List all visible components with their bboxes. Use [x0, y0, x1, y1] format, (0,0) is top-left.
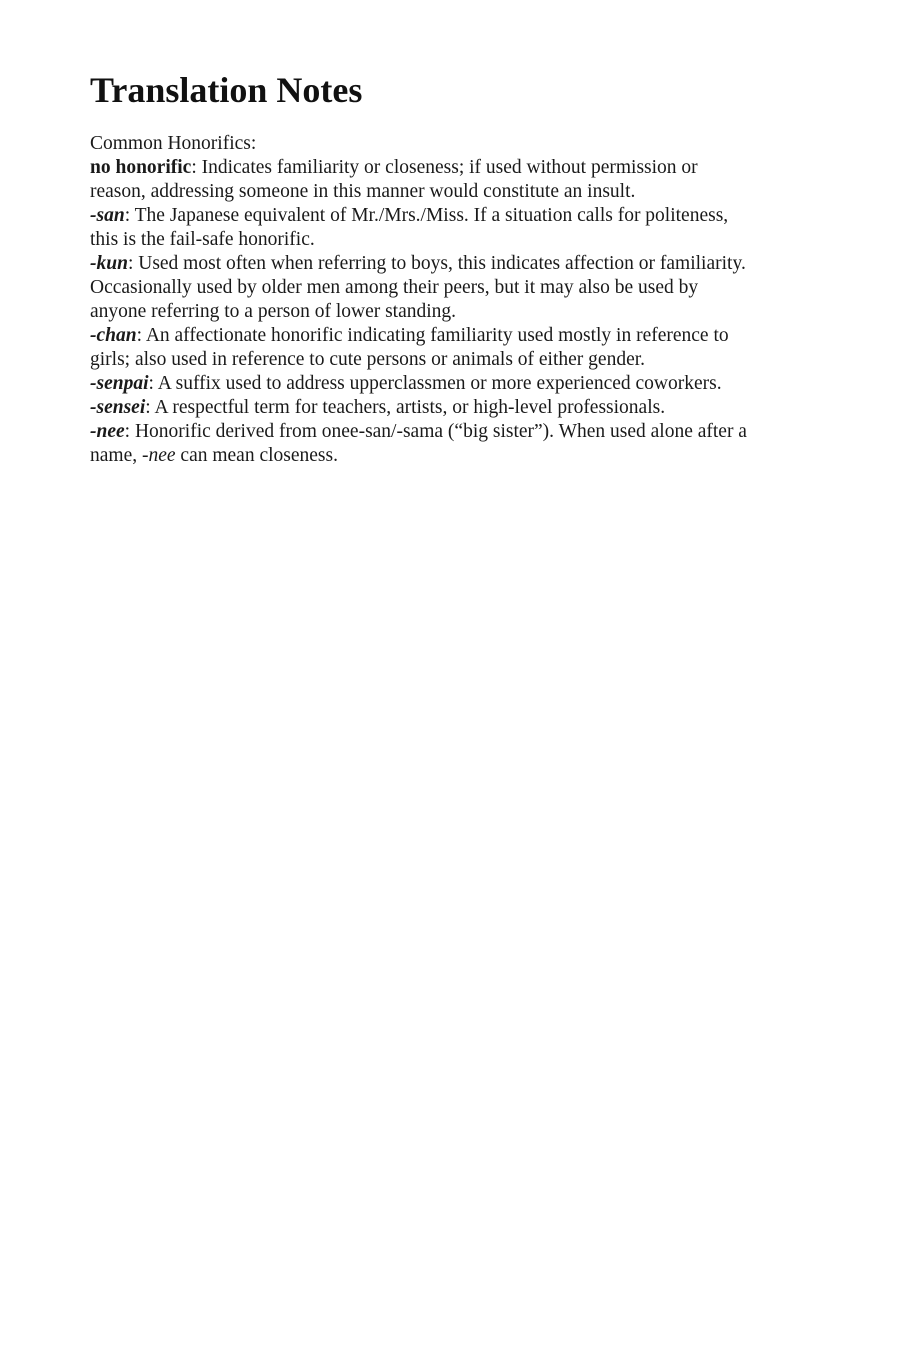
honorific-definition: Indicates familiarity or closeness; if used without permission or reason, addressing someone in this manner would constitute an insult.: [90, 157, 698, 202]
honorific-term: -senpai: [90, 373, 149, 394]
honorific-entry-none: [90, 156, 750, 204]
term-separator: :: [191, 157, 197, 178]
honorific-entry-kun: [90, 252, 750, 324]
honorific-entry-nee: [90, 420, 750, 468]
honorific-definition-end: can mean closeness.: [175, 445, 338, 466]
term-separator: :: [124, 421, 131, 442]
honorific-entry-san: [90, 204, 750, 252]
honorific-definition: An affectionate honorific indicating familiarity used mostly in reference to girls; also used in reference to cute persons or animals of either gender.: [90, 325, 729, 370]
honorific-entry-sensei: [90, 396, 750, 420]
honorific-term: -kun: [90, 253, 128, 274]
term-separator: :: [145, 397, 151, 418]
honorific-definition: A suffix used to address upperclassmen or more experienced coworkers.: [153, 373, 722, 394]
honorific-term: -sensei: [90, 397, 146, 418]
document-page: [90, 68, 750, 468]
honorific-term: no honorific: [90, 157, 192, 178]
honorific-term: -chan: [90, 325, 137, 346]
honorific-definition: The Japanese equivalent of Mr./Mrs./Miss. If a situation calls for politeness, this is the fail-safe honorific.: [90, 205, 729, 250]
section-heading: Common Honorifics:: [90, 133, 257, 154]
term-separator: :: [136, 325, 143, 346]
honorific-inline-term: -nee: [141, 445, 176, 466]
term-separator: :: [127, 253, 134, 274]
honorific-definition: A respectful term for teachers, artists, or high-level professionals.: [150, 397, 666, 418]
term-separator: :: [148, 373, 154, 394]
honorific-entry-senpai: [90, 372, 750, 396]
page-title: Translation Notes: [90, 70, 363, 110]
honorific-term: -nee: [90, 421, 125, 442]
term-separator: :: [124, 205, 131, 226]
honorific-definition: Used most often when referring to boys, this indicates affection or familiarity. Occasionally used by older men among their peers, but it may also be used by anyone referring to a person of lower standing.: [90, 253, 746, 322]
honorific-entry-chan: [90, 324, 750, 372]
honorific-term: -san: [90, 205, 125, 226]
honorific-definition: Honorific derived from onee-san/-sama (“big sister”). When used alone after a name,: [90, 421, 747, 466]
